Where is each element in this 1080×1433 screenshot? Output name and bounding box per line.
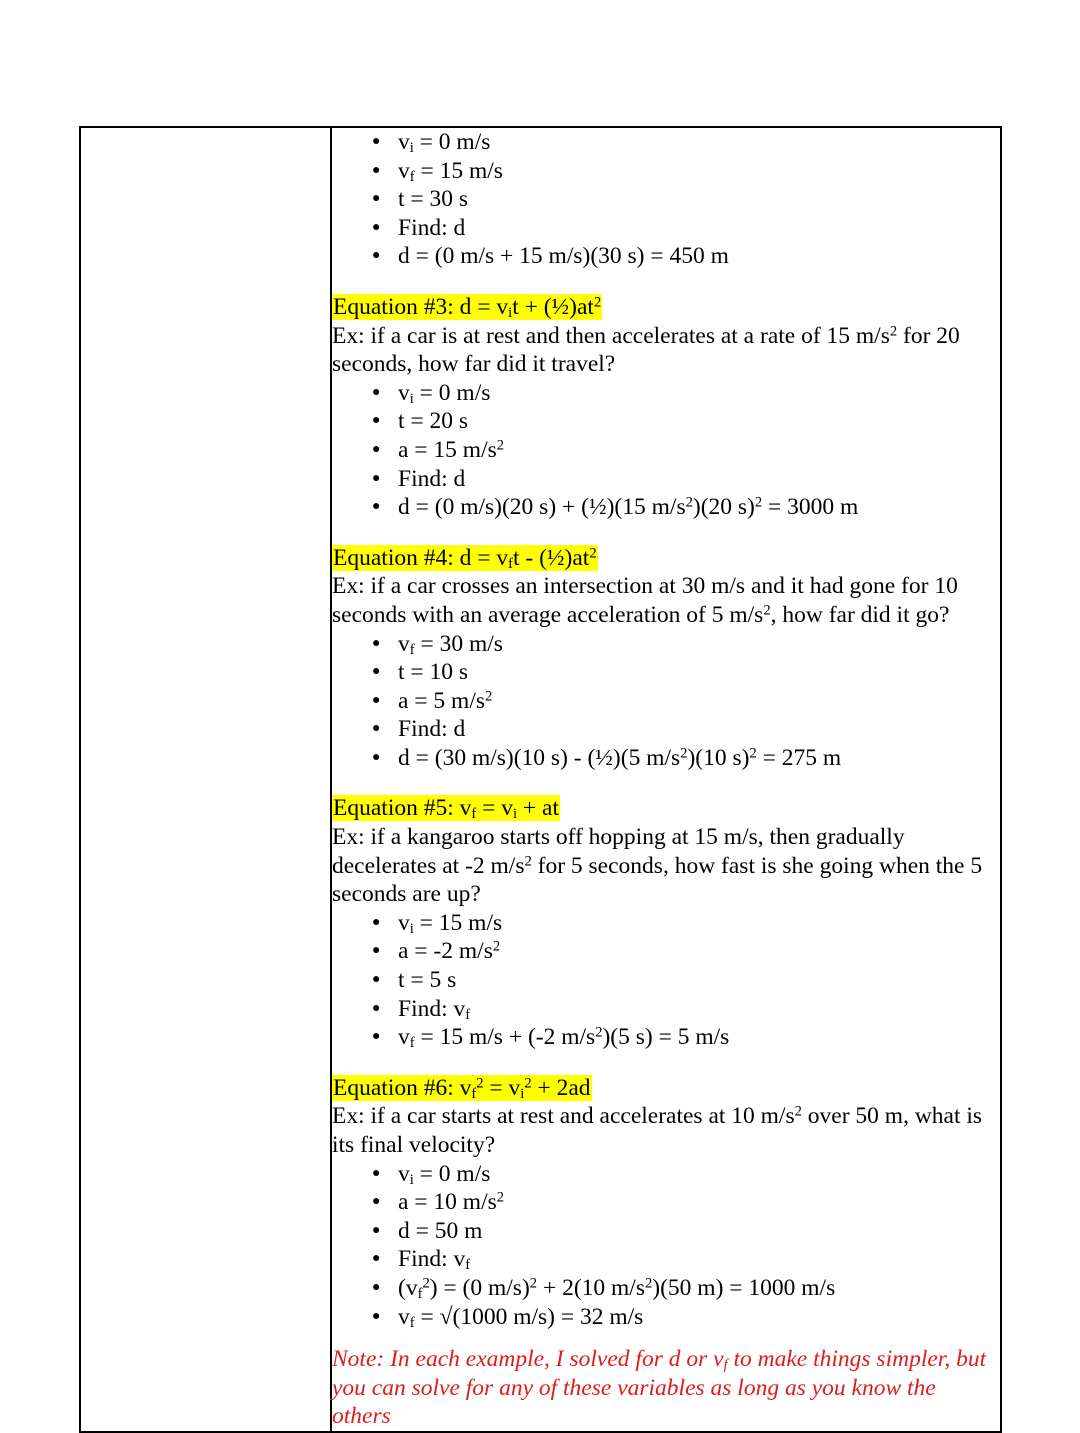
table-cell-right-content xyxy=(331,127,1001,1432)
list-item: ● $v_i = 15$ m/s xyxy=(332,909,1000,938)
list-item: ● $v_i = 0$ m/s xyxy=(332,1160,1000,1189)
list-item: ● $v_f = 30$ m/s xyxy=(332,630,1000,659)
section-spacer xyxy=(332,271,1000,293)
equation-3-example: Ex: if a car is at rest and then accelerates at a rate of 15 $m/s^2$ for 20 seconds, how far did it travel? xyxy=(332,322,960,378)
equation-6-list xyxy=(332,1160,1000,1332)
section-spacer xyxy=(332,772,1000,794)
table-cell-left-empty xyxy=(80,127,331,1432)
list-item: ● t = 10 s xyxy=(332,658,1000,687)
list-item: ● $v_f = 15$ m/s xyxy=(332,157,1000,186)
list-item: ● Find: d xyxy=(332,214,1000,243)
equation-4-example: Ex: if a car crosses an intersection at 30 m/s and it had gone for 10 seconds with an average acceleration of 5 $m/s^2$, how far did it go? xyxy=(332,573,958,628)
equation-5-example: Ex: if a kangaroo starts off hopping at 15 m/s, then gradually decelerates at -2 $m/s^2$ for 5 seconds, how fast is she going when the 5 seconds are up? xyxy=(332,824,983,908)
section-spacer xyxy=(332,522,1000,544)
list-item: ● Find: d xyxy=(332,715,1000,744)
equation-4-list xyxy=(332,630,1000,773)
equation-5-list xyxy=(332,909,1000,1052)
list-item: ● d = (0 m/s + 15 m/s)(30 s) = 450 m xyxy=(332,242,1000,271)
section-spacer xyxy=(332,1052,1000,1074)
list-item: ● t = 20 s xyxy=(332,407,1000,436)
list-item: ● $v_i = 0$ m/s xyxy=(332,379,1000,408)
list-item: ● Find: $v_f$ xyxy=(332,995,1000,1024)
list-item: ● d = (30 m/s)(10 s) - (½)(5 $m/s^2)(10$ s)$^2$ = 275 m xyxy=(332,744,1000,773)
list-item: ● a = 5 $m/s^2$ xyxy=(332,687,1000,716)
equation-6-example: Ex: if a car starts at rest and accelerates at 10 $m/s^2$ over 50 m, what is its final velocity? xyxy=(332,1103,983,1158)
equation-3-list xyxy=(332,379,1000,522)
note-spacer xyxy=(332,1331,1000,1345)
list-item: ● t = 5 s xyxy=(332,966,1000,995)
equation-6-heading: Equation #6: $v_f^2 = v_i^2 + 2ad$ xyxy=(333,1074,591,1103)
list-item: ● a = -2 $m/s^2$ xyxy=(332,937,1000,966)
list-item: ● a = 10 $m/s^2$ xyxy=(332,1188,1000,1217)
content-table xyxy=(79,126,1002,1433)
equation-5-heading: Equation #5: $v_f = v_i$ + at xyxy=(333,795,560,823)
list-item: ● d = (0 m/s)(20 s) + (½)(15 $m/s^2)(20$ s)$^2$ = 3000 m xyxy=(332,493,1000,522)
list-item: ● $v_i = 0$ m/s xyxy=(332,128,1000,157)
list-item: ● $v_f = 15$ m/s + (-2 $m/s^2)(5$ s) = 5 m/s xyxy=(332,1023,1000,1052)
list-item: ● a = 15 $m/s^2$ xyxy=(332,436,1000,465)
list-item: ● t = 30 s xyxy=(332,185,1000,214)
eq2-solution-list xyxy=(332,128,1000,271)
list-item: ● $v_f = √(1000$ m/s) = 32 m/s xyxy=(332,1303,1000,1332)
table-row xyxy=(80,127,1001,1432)
list-item: ● d = 50 m xyxy=(332,1217,1000,1246)
list-item: ● Find: d xyxy=(332,465,1000,494)
list-item: ● $(v_f^2) = (0$ m/s)$^2$ + 2(10 $m/s^2)(50$ m) = 1000 m/s xyxy=(332,1274,1000,1303)
equation-4-heading: Equation #4: $d = v_ft$ - $(\frac{1}{2})at^2$ xyxy=(333,544,597,572)
list-item: ● Find: $v_f$ xyxy=(332,1245,1000,1274)
equation-3-heading: Equation #3: $d = v_it$ + $(\frac{1}{2})at^2$ xyxy=(333,293,602,322)
closing-note: Note: In each example, I solved for d or $v_f$ to make things simpler, but you can solve for any of these variables as long as you know the others xyxy=(332,1346,987,1430)
